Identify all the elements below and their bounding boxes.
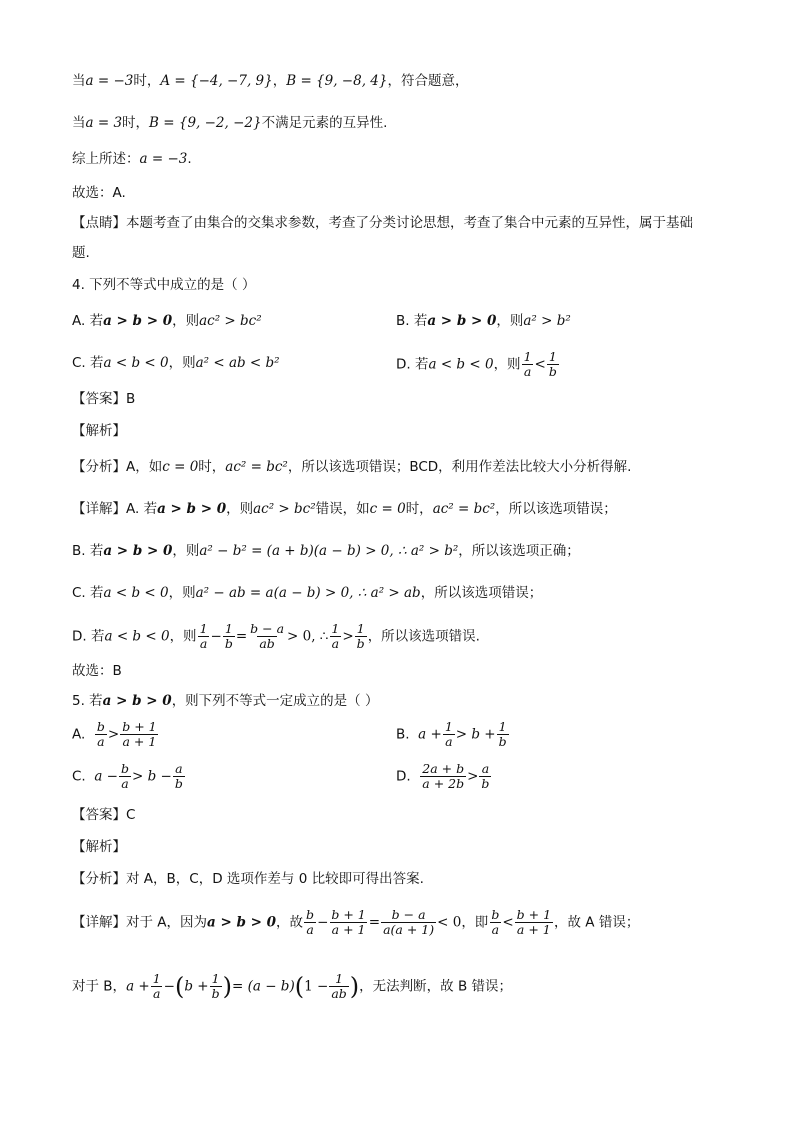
- q4-option-d: D. 若a < b < 0，则 $\frac{1}{a}$ < $\frac{1}{b}$: [396, 349, 557, 379]
- line-choice-a: 故选：A.: [72, 185, 126, 201]
- fraction: $\frac{b - a}{a(a + 1)}$: [383, 907, 435, 937]
- q5-option-d: D. $\frac{2a + b}{a + 2b}$ > $\frac{a}{b}$: [396, 761, 490, 791]
- detail-4b: B. 若a > b > 0，则a² − b² = (a + b)(a − b) > 0, ∴ a² > b²，所以该选项正确；: [72, 543, 580, 559]
- fraction: $\frac{b}{a}$: [306, 907, 315, 937]
- detail-5b: 对于 B，a + $\frac{1}{a}$ −(b + $\frac{1}{b}$ )= (a − b)(1 − $\frac{1}{ab}$ )，无法判断，故 B 错误；: [72, 971, 512, 1001]
- q4-option-b: B. 若a > b > 0，则a² > b²: [396, 313, 571, 329]
- fraction: $\frac{1}{b}$: [224, 621, 233, 651]
- fraction: $\frac{b}{a}$: [96, 719, 105, 749]
- fraction: $\frac{b}{a}$: [120, 761, 129, 791]
- question-4: 4. 下列不等式中成立的是（ ）: [72, 277, 256, 293]
- fraction: $\frac{1}{b}$: [356, 621, 365, 651]
- q4-option-c: C. 若a < b < 0，则a² < ab < b²: [72, 355, 280, 371]
- fraction: $\frac{b - a}{ab}$: [250, 621, 285, 651]
- fraction: $\frac{1}{b}$: [548, 349, 557, 379]
- q5-option-b: B. a + $\frac{1}{a}$ > b + $\frac{1}{b}$: [396, 719, 507, 749]
- fraction: $\frac{1}{a}$: [523, 349, 532, 379]
- answer-5: 【答案】C: [72, 807, 136, 823]
- line-comment-cont: 题.: [72, 245, 90, 261]
- q5-option-a: A. $\frac{b}{a}$ > $\frac{b + 1}{a + 1}$: [72, 719, 157, 749]
- q4-option-a: A. 若a > b > 0，则ac² > bc²: [72, 313, 262, 329]
- detail-5a: 【详解】对于 A，因为a > b > 0，故 $\frac{b}{a}$ − $\frac{b + 1}{a + 1}$ = $\frac{b - a}{a(a + 1)}$ < 0，即 $\frac{b}{a}$ < $\frac{b + 1}{a + 1}$ ，故 A 错误；: [72, 907, 640, 937]
- analysis-5: 【分析】对 A，B，C，D 选项作差与 0 比较即可得出答案.: [72, 871, 424, 887]
- line-comment: 【点睛】本题考查了由集合的交集求参数，考查了分类讨论思想，考查了集合中元素的互异性，属于基础: [72, 215, 693, 231]
- fraction: $\frac{1}{a}$: [331, 621, 340, 651]
- detail-4d: D. 若a < b < 0，则 $\frac{1}{a}$ − $\frac{1}{b}$ = $\frac{b - a}{ab}$ > 0, ∴ $\frac{1}{a}$ > $\frac{1}{b}$ ，所以该选项错误.: [72, 621, 480, 651]
- choice-b: 故选：B: [72, 663, 122, 679]
- fraction: $\frac{2a + b}{a + 2b}$: [422, 761, 465, 791]
- fraction: $\frac{1}{b}$: [498, 719, 507, 749]
- analysis-heading-4: 【解析】: [72, 423, 126, 439]
- fraction: $\frac{a}{b}$: [174, 761, 183, 791]
- fraction: $\frac{a}{b}$: [481, 761, 490, 791]
- fraction: $\frac{b + 1}{a + 1}$: [122, 719, 157, 749]
- analysis-4: 【分析】A，如c = 0时，ac² = bc²，所以该选项错误；BCD，利用作差法比较大小分析得解.: [72, 459, 632, 475]
- detail-4c: C. 若a < b < 0，则a² − ab = a(a − b) > 0, ∴ a² > ab，所以该选项错误；: [72, 585, 543, 601]
- fraction: $\frac{b + 1}{a + 1}$: [331, 907, 366, 937]
- answer-4: 【答案】B: [72, 391, 136, 407]
- fraction: $\frac{1}{b}$: [211, 971, 220, 1001]
- fraction: $\frac{b}{a}$: [491, 907, 500, 937]
- question-5: 5. 若a > b > 0，则下列不等式一定成立的是（ ）: [72, 693, 379, 709]
- fraction: $\frac{1}{a}$: [199, 621, 208, 651]
- line-conclusion: 综上所述：a = −3.: [72, 151, 192, 167]
- fraction: $\frac{1}{a}$: [444, 719, 453, 749]
- line-case-a-3: 当a = 3时，B = {9, −2, −2}不满足元素的互异性.: [72, 115, 388, 131]
- line-case-a-neg3: 当a = −3时，A = {−4, −7, 9}，B = {9, −8, 4}，符合题意，: [72, 73, 469, 89]
- fraction: $\frac{b + 1}{a + 1}$: [516, 907, 552, 937]
- fraction: $\frac{1}{a}$: [152, 971, 161, 1001]
- q5-option-c: C. a − $\frac{b}{a}$ > b − $\frac{a}{b}$: [72, 761, 183, 791]
- analysis-heading-5: 【解析】: [72, 839, 126, 855]
- detail-4a: 【详解】A. 若a > b > 0，则ac² > bc²错误，如c = 0时，ac² = bc²，所以该选项错误；: [72, 501, 617, 517]
- fraction: $\frac{1}{ab}$: [331, 971, 347, 1001]
